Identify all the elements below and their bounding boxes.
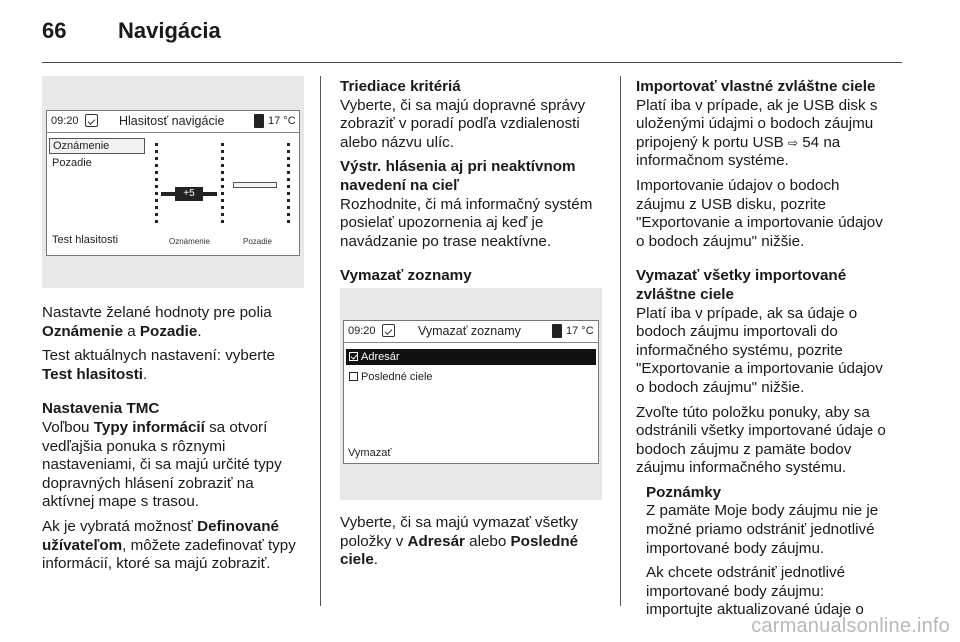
menu-item-pozadie[interactable]: Pozadie [52, 157, 92, 169]
page-title: Navigácia [118, 18, 221, 43]
label-pozadie: Pozadie [243, 237, 272, 246]
paragraph: Vyberte, či sa majú dopravné správy zobraziť v poradí podľa vzdialenosti alebo názvu ulíc. [340, 96, 586, 151]
paragraph: Nastavte želané hodnoty pre polia Oznámenie a Pozadie. [42, 304, 272, 340]
column-2 [340, 78, 612, 286]
section-heading: Importovať vlastné zvláštne ciele [636, 78, 876, 95]
list-item-adresar[interactable]: Adresár [346, 349, 596, 365]
note-paragraph: Ak chcete odstrániť jednotlivé importované body záujmu: importujte aktualizované údaje o [646, 564, 864, 619]
column-divider [620, 76, 621, 606]
clock-icon [382, 324, 395, 337]
screen-heading: Vymazať zoznamy [418, 324, 521, 338]
page-header [42, 14, 902, 54]
volume-scale [155, 143, 158, 227]
paragraph: Platí iba v prípade, ak je USB disk s uloženými údajmi o bodoch záujmu pripojený k portu USB ⇨ 54 na informačnom systéme. [636, 96, 878, 170]
column-1 [42, 304, 312, 580]
paragraph: Voľbou Typy informácií sa otvorí vedľajšia ponuka s rôznymi nastaveniami, či sa majú určité typy dopravných hlásení zobraziť na aktívnej mape s trasou. [42, 418, 282, 511]
checkbox-empty-icon [349, 372, 358, 381]
page-reference-arrow-icon: ⇨ [787, 135, 799, 150]
column-divider [320, 76, 321, 606]
paragraph: Zvoľte túto položku ponuky, aby sa odstránili všetky importované údaje o bodoch záujmu z pamäte bodov záujmu informačného systému. [636, 403, 886, 477]
screen-heading: Hlasitosť navigácie [119, 114, 225, 128]
clock-icon [85, 114, 98, 127]
page-number: 66 [42, 18, 67, 43]
section-heading: Vymazať zoznamy [340, 267, 472, 285]
paragraph: Test aktuálnych nastavení: vyberte Test hlasitosti. [42, 347, 276, 383]
clear-lists-screen [343, 320, 599, 464]
screen-temperature: 17 °C [268, 115, 296, 127]
column-2-bottom [340, 514, 612, 576]
screen-time: 09:20 [51, 115, 79, 127]
paragraph: Importovanie údajov o bodoch záujmu z USB disku, pozrite "Exportovanie a importovanie údajov o bodoch záujmu" nižšie. [636, 176, 883, 250]
clear-action[interactable]: Vymazať [348, 447, 392, 459]
section-heading: Výstr. hlásenia aj pri neaktívnom navedení na cieľ [340, 158, 576, 194]
screen-title-bar [47, 111, 299, 133]
section-heading: Vymazať všetky importované zvláštne ciele [636, 267, 847, 303]
paragraph: Rozhodnite, či má informačný systém posielať upozornenia aj keď je navádzanie po trase neaktívne. [340, 195, 593, 250]
screen-time: 09:20 [348, 325, 376, 337]
section-heading: Nastavenia TMC [42, 400, 160, 418]
list-item-posledne-ciele[interactable]: Posledné ciele [346, 369, 596, 385]
paragraph: Platí iba v prípade, ak sa údaje o bodoch záujmu importovali do informačného systému, pozrite "Exportovanie a importovanie údajov o bodoch záujmu" nižšie. [636, 304, 883, 396]
note-box [636, 484, 906, 620]
background-level-bar[interactable] [233, 182, 277, 188]
notification-slider[interactable]: +5 [175, 187, 203, 201]
screen-title-bar [344, 321, 598, 343]
label-oznamenie: Oznámenie [169, 237, 210, 246]
header-rule [42, 62, 902, 63]
phone-icon [552, 324, 562, 338]
paragraph: Vyberte, či sa majú vymazať všetky položky v Adresár alebo Posledné ciele. [340, 514, 579, 569]
section-heading: Triediace kritériá [340, 78, 461, 95]
menu-item-test-hlasitosti[interactable]: Test hlasitosti [52, 234, 119, 246]
paragraph: Ak je vybratá možnosť Definované užívateľom, môžete zadefinovať typy informácií, ktoré sa majú zobraziť. [42, 517, 296, 573]
screen-temperature: 17 °C [566, 325, 594, 337]
volume-scale [287, 143, 290, 227]
column-3 [636, 78, 906, 626]
note-paragraph: Z pamäte Moje body záujmu nie je možné priamo odstrániť jednotlivé importované body záujmu. [646, 502, 879, 557]
note-heading: Poznámky [646, 483, 722, 501]
checkbox-checked-icon [349, 352, 358, 361]
watermark: carmanualsonline.info [751, 615, 950, 637]
volume-scale [221, 143, 224, 227]
volume-screen [46, 110, 300, 256]
phone-icon [254, 114, 264, 128]
menu-item-oznamenie[interactable]: Oznámenie [49, 138, 145, 154]
